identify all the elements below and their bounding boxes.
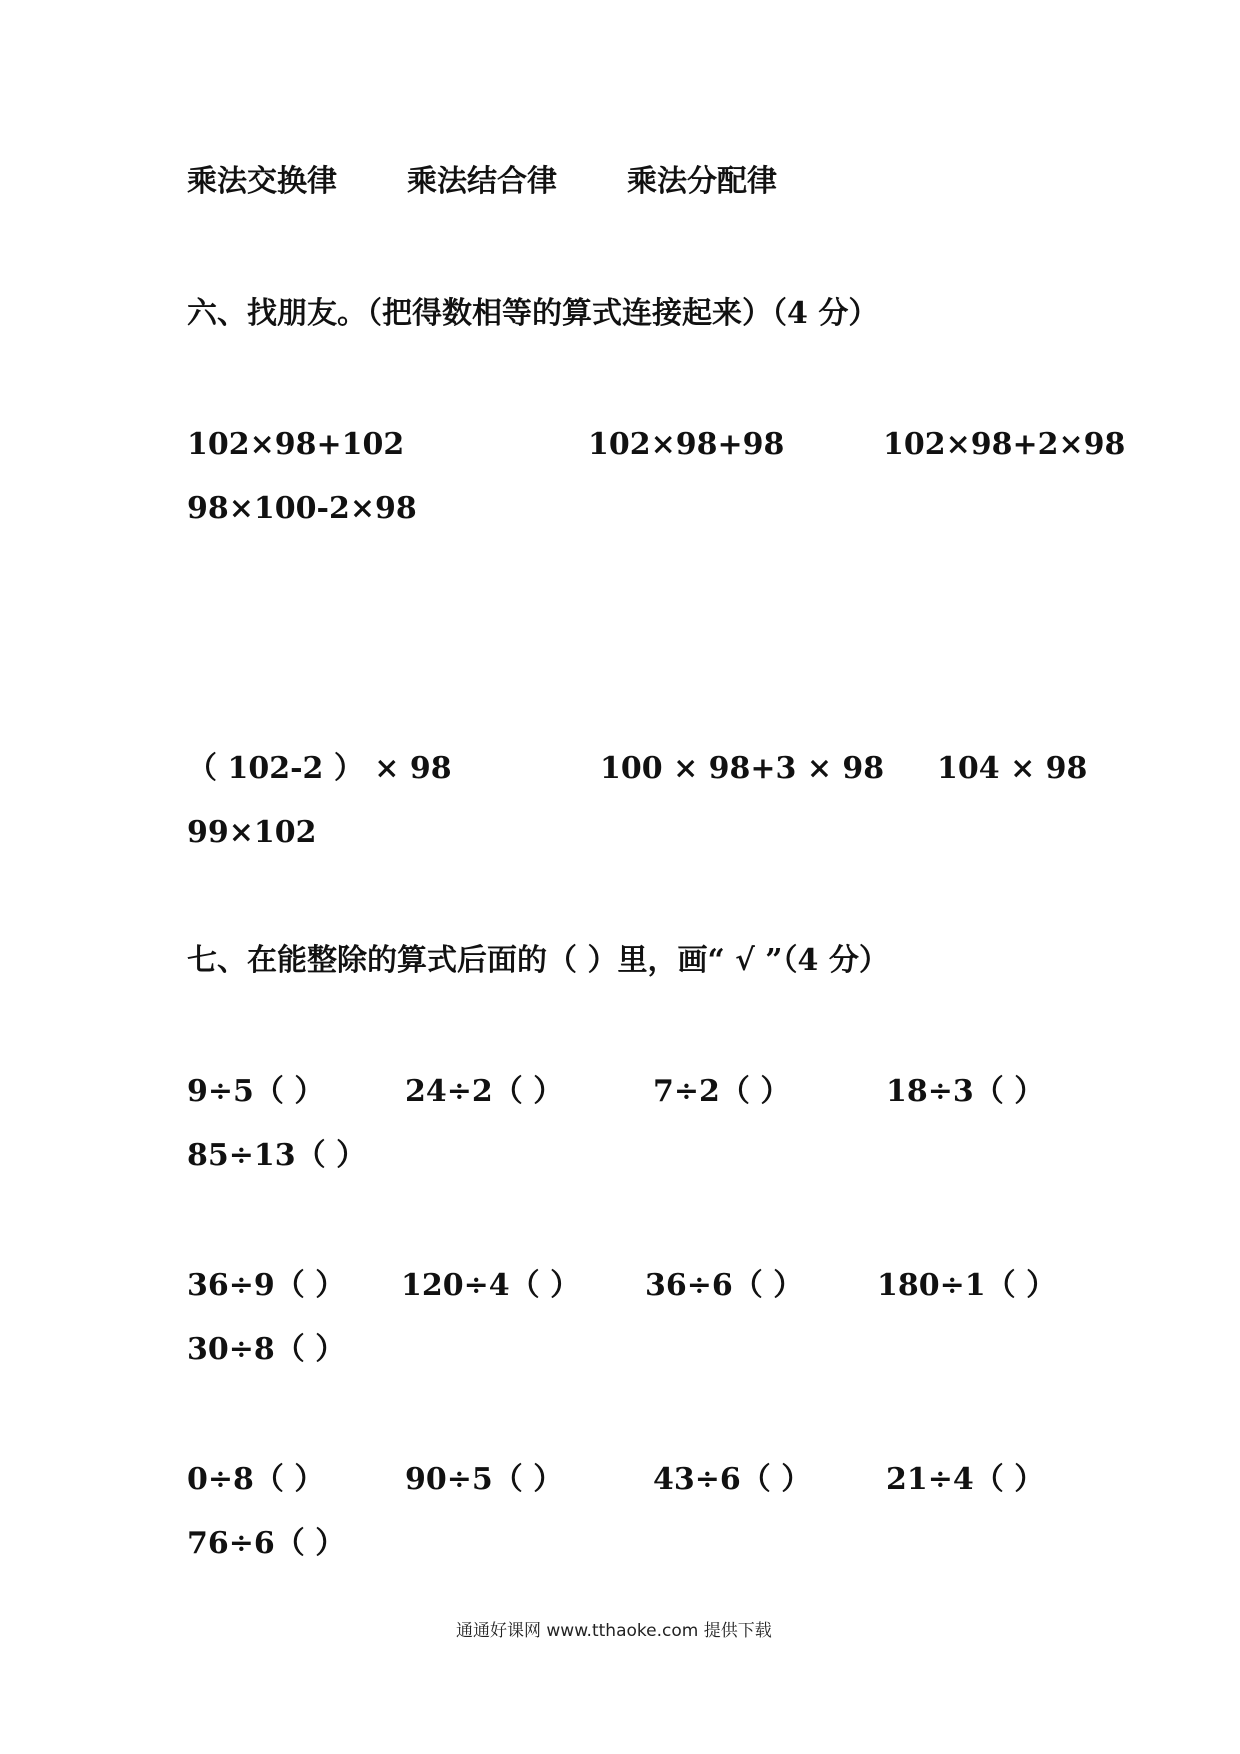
expr-bottom-1: （ 102-2 ） × 98: [187, 751, 452, 786]
division-item: 36÷6（ ）: [645, 1268, 804, 1303]
expr-bottom-3: 104 × 98: [937, 751, 1088, 786]
division-item: 43÷6（ ）: [653, 1462, 812, 1497]
division-item: 90÷5（ ）: [405, 1462, 564, 1497]
expr-top-1: 102×98+102: [187, 427, 405, 462]
division-item: 24÷2（ ）: [405, 1074, 564, 1109]
division-item: 36÷9（ ）: [187, 1268, 346, 1303]
division-item: 30÷8（ ）: [187, 1332, 346, 1367]
expr-bottom-2: 100 × 98+3 × 98: [600, 751, 885, 786]
section7-heading: 七、在能整除的算式后面的（ ）里，画“ √ ”（4 分）: [187, 943, 889, 978]
division-item: 18÷3（ ）: [886, 1074, 1045, 1109]
division-item: 21÷4（ ）: [886, 1462, 1045, 1497]
expr-top-3: 102×98+2×98: [883, 427, 1126, 462]
division-item: 120÷4（ ）: [401, 1268, 581, 1303]
expr-top-2: 102×98+98: [588, 427, 785, 462]
section6-heading: 六、找朋友。（把得数相等的算式连接起来）（4 分）: [187, 296, 879, 331]
law-associative: 乘法结合律: [407, 164, 557, 199]
division-item: 76÷6（ ）: [187, 1526, 346, 1561]
law-commutative: 乘法交换律: [187, 164, 337, 199]
division-item: 85÷13（ ）: [187, 1138, 367, 1173]
division-item: 180÷1（ ）: [877, 1268, 1057, 1303]
division-item: 7÷2（ ）: [653, 1074, 791, 1109]
expr-bottom-4: 99×102: [187, 815, 317, 850]
division-item: 9÷5（ ）: [187, 1074, 325, 1109]
division-item: 0÷8（ ）: [187, 1462, 325, 1497]
footer-download-note: 通通好课网 www.tthaoke.com 提供下载: [456, 1621, 772, 1641]
expr-top-4: 98×100-2×98: [187, 491, 417, 526]
law-distributive: 乘法分配律: [627, 164, 777, 199]
